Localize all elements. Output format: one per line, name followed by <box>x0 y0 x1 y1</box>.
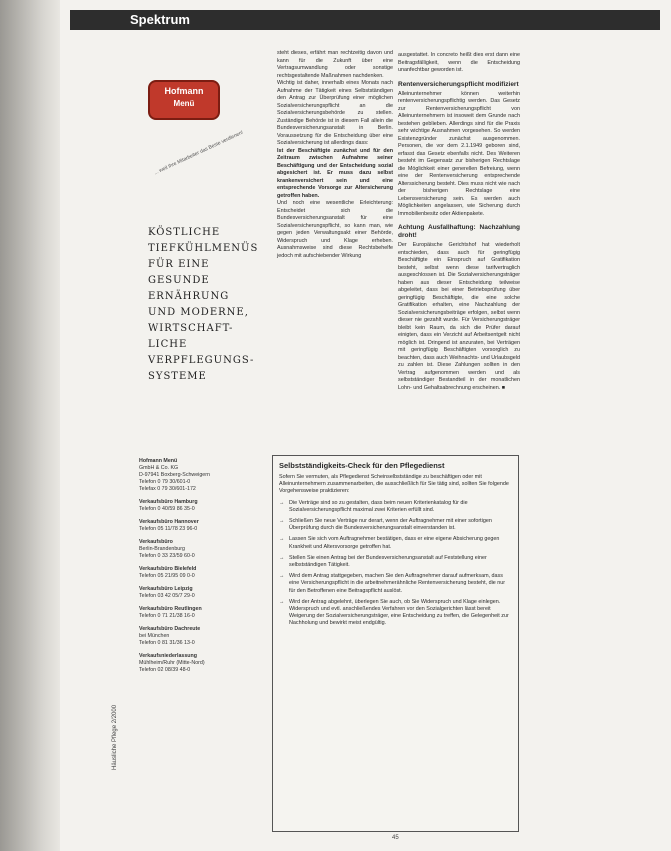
contact-block <box>139 653 259 674</box>
bold-paragraph: Ist der Beschäftigte zunächst und für den Zeitraum zwischen Aufnahme seiner Beschäftigung und der Entscheidung sozial abgesichert ist. Er muss dazu selbst krankenversichert sein und eine entsprechende Vorsorge zur Altersicherung getroffen haben. <box>277 147 393 199</box>
box-title: Selbstständigkeits-Check für den Pflegedienst <box>279 461 445 470</box>
contact-line: Telefon 03 42 05/7 29-0 <box>139 593 195 599</box>
article-column-2 <box>398 52 520 392</box>
logo-line-1: Hofmann <box>164 86 204 96</box>
checklist-item: → Wird dem Antrag stattgegeben, machen Sie den Auftragnehmer darauf aufmerksam, dass eine Versicherungspflicht in die arbeitnehmerähnliche Rentenversicherung besteht, die nur für den Betroffenen eine Beitragspflicht auslöst. <box>279 573 512 595</box>
checklist-item: → Wird der Antrag abgelehnt, überlegen Sie auch, ob Sie Widerspruch und Klage einlegen. Widerspruch und evtl. anschließendes Verfahren vor den Sozialgerichten lässt bereit Weigerung der Sozialversicherungsträger, eine Entscheidung zu treffen, die Gelegenheit zur Nachholung und bewirkt meist endgültig. <box>279 599 512 628</box>
contact-line: Berlin-Brandenburg <box>139 546 185 552</box>
contact-title: Verkaufsbüro Hamburg <box>139 499 198 505</box>
binding-shadow <box>0 0 60 851</box>
section-title: Spektrum <box>130 12 190 27</box>
contact-line: Telefon 0 33 23/59 60-0 <box>139 553 195 559</box>
contact-line: bei München <box>139 633 170 639</box>
box-intro: Sofern Sie vermuten, als Pflegedienst Scheinselbstständige zu beschäftigen oder mit Alleinunternehmern zusammenarbeiten, die ausschließlich für Sie tätig sind, sollten Sie folgende Vorgehensweise praktizieren: <box>279 474 509 495</box>
contact-title: Verkaufsbüro <box>139 539 173 545</box>
contact-title: Verkaufsbüro Leipzig <box>139 586 193 592</box>
logo-line-2: Menü <box>173 99 195 108</box>
contact-line: Telefon 05 11/78 23 96-0 <box>139 526 198 532</box>
headline-line: UND MODERNE, <box>148 307 249 318</box>
contact-line: Telefon 0 81 31/36 13-0 <box>139 640 195 646</box>
contact-line: GmbH & Co. KG <box>139 465 179 471</box>
contact-block <box>139 606 259 620</box>
end-mark-icon: ■ <box>501 384 505 391</box>
subheading: Achtung Ausfallhaftung: Nachzahlung droht! <box>398 224 520 239</box>
contact-block <box>139 499 259 513</box>
headline-line: ERNÄHRUNG <box>148 291 230 302</box>
contact-list <box>139 458 259 680</box>
contact-block <box>139 458 259 493</box>
headline-line: SYSTEME <box>148 371 207 382</box>
paragraph-text: Der Europäische Gerichtshof hat wiederholt entschieden, dass auch für geringfügig Beschäftigte ein Einspruch auf Gratifikation besteht, selbst wenn diese tarifvertraglich ausgeschlossen ist. Die Sozialversicherungsträger haben aus dieser Entscheidung teilweise abgeleitet, dass bei einer Betriebsprüfung über geringfügig Beschäftigte, die eine solche Gratifikation erhalten, eine Nachzahlung der Sozialversicherungsbeiträge erfolgen, selbst wenn dieser nie gezahlt wurde. Für Versicherungsträger bleibt kein Raum, da sich die Prüfer darauf einigten, dass ein Verzicht auf Arbeitsentgelt nicht möglich ist. Dringend ist anzuraten, bei Verträgen mit geringfügig Beschäftigten vorsorglich zu beachten, dass auch Weihnachts- und Urlaubsgeld zu zahlen ist. Diese Zahlungen sollten in den Vertrag aufgenommen werden und als selbstständiger Bestandteil in der monatlichen Lohn- und Gehaltsabrechnung erscheinen. <box>398 242 520 391</box>
issue-reference: Häusliche Pflege 2/2000 <box>112 704 118 770</box>
headline-line: KÖSTLICHE <box>148 227 221 238</box>
contact-line: D-97941 Boxberg-Schweigern <box>139 472 210 478</box>
headline-line: FÜR EINE <box>148 259 210 270</box>
contact-block <box>139 586 259 600</box>
article-column-1 <box>277 50 393 260</box>
page-number: 45 <box>392 835 399 841</box>
contact-line: Telefon 05 21/95 09 0-0 <box>139 573 195 579</box>
contact-block <box>139 626 259 647</box>
contact-title: Verkaufsniederlassung <box>139 653 197 659</box>
subheading: Rentenversicherungspflicht modifiziert <box>398 80 519 88</box>
contact-line: Telefon 02 08/39 48-0 <box>139 667 191 673</box>
headline-line: LICHE <box>148 339 188 350</box>
contact-title: Verkaufsbüro Bielefeld <box>139 566 197 572</box>
checklist-box <box>272 455 519 832</box>
contact-line: Mühlheim/Ruhr (Mitte-Nord) <box>139 660 205 666</box>
paragraph <box>398 242 520 392</box>
headline-line: VERPFLEGUNGS- <box>148 355 255 366</box>
headline-line: GESUNDE <box>148 275 210 286</box>
checklist-item: → Lassen Sie sich vom Auftragnehmer bestätigen, dass er eine eigene Absicherung gegen Krankheit und Altersvorsorge getroffen hat. <box>279 536 512 550</box>
contact-title: Verkaufsbüro Reutlingen <box>139 606 202 612</box>
checklist <box>279 500 512 628</box>
checklist-item: → Schließen Sie neue Verträge nur derart, wenn der Auftragnehmer mit einer sofortigen Überprüfung durch die Bundesversicherungsanstalt einverstanden ist. <box>279 518 512 532</box>
ad-headline <box>148 225 260 385</box>
contact-block <box>139 519 259 533</box>
paragraph: Alleinunternehmer können weiterhin rentenversicherungspflichtig werden. Das Gesetz zur Rentenversicherungspflicht von Alleinunternehmern ist insoweit dem Grunde nach bestehen geblieben. Allerdings sind für die Praxis sehr wichtige Ausnahmen vorgesehen. So werden Existenzgründer zunächst ausgenommen. Personen, die vor dem 2.1.1949 geboren sind, erfasst das Gesetz ebenfalls nicht. Des Weiteren besteht im Gegensatz zur bisherigen Rechtslage die Möglichkeit einer generellen Befreiung, wenn eine der Rentenversicherung entsprechende Alterssicherung besteht. Dies muss nicht wie nach der bisherigen Rechtslage eine Lebensversicherung sein. Es werden auch Möglichkeiten angelassen, wie Sicherung durch Immobilienbesitz oder Aktienpakete. <box>398 90 520 217</box>
headline-line: TIEFKÜHLMENÜS <box>148 243 259 254</box>
contact-block <box>139 566 259 580</box>
paragraph: Und noch eine wesentliche Erleichterung: Entscheidet sich die Bundesversicherungsanstalt für eine Sozialversicherungspflicht, so kann man, wie gegen jeden Verwaltungsakt einer Behörde, Widerspruch und Klage erheben. Ausnahmsweise sind diese Rechtsbehelfe jedoch mit aufschiebender Wirkung <box>277 200 393 259</box>
contact-line: Telefon 0 40/59 86 35-0 <box>139 506 195 512</box>
contact-line: Telefon 0 79 30/601-0 <box>139 479 191 485</box>
contact-line: Telefax 0 79 30/601-172 <box>139 486 196 492</box>
checklist-item: → Die Verträge sind so zu gestalten, dass beim neuen Kriterienkatalog für die Sozialversicherungspflicht maximal zwei Kriterien erfüllt sind. <box>279 500 512 514</box>
contact-title: Verkaufsbüro Hannover <box>139 519 199 525</box>
paragraph: ausgestattet. In concreto heißt dies erst dann eine Beitragsfälligkeit, wenn die Entscheidung unanfechtbar geworden ist. <box>398 52 520 73</box>
checklist-item: → Stellen Sie einen Antrag bei der Bundesversicherungsanstalt auf Feststellung einer selbstständigen Tätigkeit. <box>279 555 512 569</box>
hofmann-menu-logo <box>148 80 220 120</box>
paragraph: steht dieses, erfährt man rechtzeitig davon und kann für die Zukunft über eine Vertragsumwandlung oder sonstige rechtsgestaltende Maßnahmen nachdenken. <box>277 50 393 79</box>
headline-line: WIRTSCHAFT- <box>148 323 234 334</box>
brand-tagline: ... weil Ihre Mitarbeiter das Beste verdienen! <box>153 129 245 177</box>
contact-line: Telefon 0 71 21/38 16-0 <box>139 613 195 619</box>
contact-title: Hofmann Menü <box>139 458 178 464</box>
paragraph: Wichtig ist daher, innerhalb eines Monats nach Aufnahme der Tätigkeit eines Selbstständigen den Antrag zur Überprüfung einer möglichen Sozialversicherungspflicht an die Sozialversicherungsbehörde zu stellen. Zuständige Behörde ist in diesem Fall allein die Bundesversicherungsanstalt in Berlin. Voraussetzung für die Entscheidung über eine Sozialversicherung ist allerdings dass: <box>277 80 393 146</box>
contact-title: Verkaufsbüro Dachreute <box>139 626 201 632</box>
contact-block <box>139 539 259 560</box>
